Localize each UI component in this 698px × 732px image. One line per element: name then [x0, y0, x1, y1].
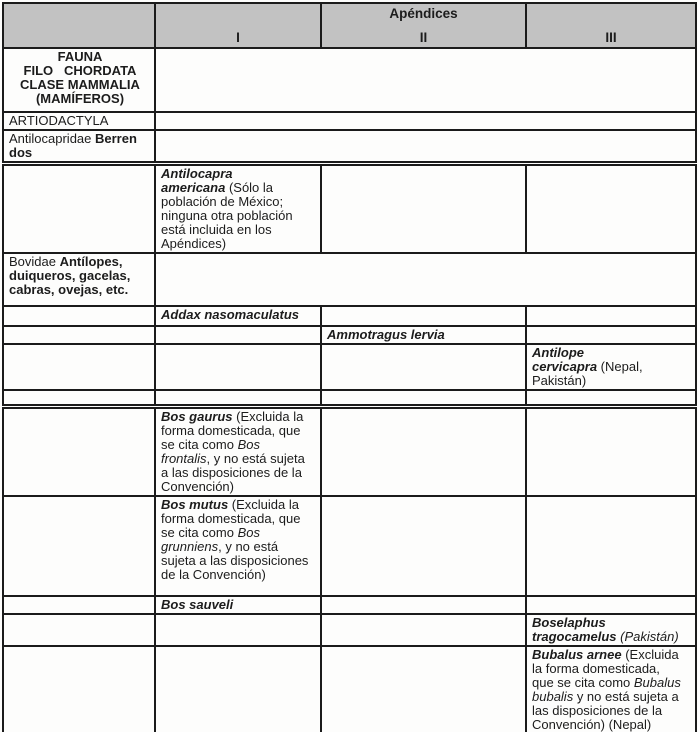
header-cell-appendix-ii: [321, 3, 526, 48]
cites-appendices-table: [2, 2, 697, 732]
cell-boselaphus-tragocamelus-iii: Boselaphus tragocamelus (Pakistán): [526, 614, 696, 646]
row-empty-row: [3, 390, 696, 406]
cell-addax-nasomaculatus-taxon: [3, 306, 155, 326]
appendix-ii-label: II: [419, 30, 428, 45]
cell-fauna-heading-appendices: [155, 48, 696, 112]
cell-artiodactyla-taxon: ARTIODACTYLA: [3, 112, 155, 130]
row-ammotragus-lervia: [3, 326, 696, 344]
cell-bovidae-appendices: [155, 253, 696, 306]
row-fauna-heading: [3, 48, 696, 112]
row-bos-sauveli: [3, 596, 696, 614]
cell-bos-gaurus-ii: [321, 406, 526, 496]
cell-empty-row-iii: [526, 390, 696, 406]
cell-antilocapridae-taxon: Antilocapridae Berren dos: [3, 130, 155, 164]
cell-empty-row-i: [155, 390, 321, 406]
cell-antilope-cervicapra-i: [155, 344, 321, 390]
cell-addax-nasomaculatus-i: Addax nasomaculatus: [155, 306, 321, 326]
header-cell-taxon: [3, 3, 155, 48]
cell-ammotragus-lervia-ii: Ammotragus lervia: [321, 326, 526, 344]
cell-bos-gaurus-i: Bos gaurus (Excluida la forma domesticada, que se cita como Bos frontalis, y no está sujeta a las disposiciones de la Convención): [155, 406, 321, 496]
cell-ammotragus-lervia-iii: [526, 326, 696, 344]
cell-boselaphus-tragocamelus-ii: [321, 614, 526, 646]
cell-addax-nasomaculatus-ii: [321, 306, 526, 326]
cell-bos-mutus-i: Bos mutus (Excluida la forma domesticada, que se cita como Bos grunniens, y no está sujeta a las disposiciones de la Convención): [155, 496, 321, 596]
cell-antilocapra-americana-i: Antilocapra americana (Sólo la población de México; ninguna otra población está incluida en los Apéndices): [155, 164, 321, 254]
cell-bubalus-arnee-ii: [321, 646, 526, 732]
cell-bubalus-arnee-iii: Bubalus arnee (Excluida la forma domesticada, que se cita como Bubalus bubalis y no está sujeta a las disposiciones de la Convención) (Nepal): [526, 646, 696, 732]
cell-bos-sauveli-ii: [321, 596, 526, 614]
cell-bos-sauveli-iii: [526, 596, 696, 614]
header-cell-appendix-iii: [526, 3, 696, 48]
cell-empty-row-ii: [321, 390, 526, 406]
cell-bos-mutus-iii: [526, 496, 696, 596]
cell-antilocapra-americana-taxon: [3, 164, 155, 254]
cell-ammotragus-lervia-i: [155, 326, 321, 344]
cell-antilope-cervicapra-taxon: [3, 344, 155, 390]
row-antilocapridae: [3, 130, 696, 164]
cell-antilocapridae-appendices: [155, 130, 696, 164]
table-body: [3, 48, 696, 732]
row-bos-mutus: [3, 496, 696, 596]
row-artiodactyla: [3, 112, 696, 130]
cell-boselaphus-tragocamelus-i: [155, 614, 321, 646]
cell-bubalus-arnee-taxon: [3, 646, 155, 732]
cell-antilope-cervicapra-iii: Antilope cervicapra (Nepal, Pakistán): [526, 344, 696, 390]
cell-antilocapra-americana-iii: [526, 164, 696, 254]
appendix-i-label: I: [236, 30, 240, 45]
cell-bovidae-taxon: Bovidae Antílopes, duiqueros, gacelas, cabras, ovejas, etc.: [3, 253, 155, 306]
cell-bubalus-arnee-i: [155, 646, 321, 732]
cell-antilope-cervicapra-ii: [321, 344, 526, 390]
cell-fauna-heading-taxon: FAUNA FILO CHORDATA CLASE MAMMALIA (MAMÍFEROS): [3, 48, 155, 112]
header-cell-appendix-i: [155, 3, 321, 48]
row-boselaphus-tragocamelus: [3, 614, 696, 646]
row-bovidae: [3, 253, 696, 306]
cell-bos-gaurus-taxon: [3, 406, 155, 496]
cell-antilocapra-americana-ii: [321, 164, 526, 254]
table-header: [3, 3, 696, 48]
row-antilocapra-americana: [3, 164, 696, 254]
appendices-title: Apéndices: [389, 6, 458, 21]
cell-boselaphus-tragocamelus-taxon: [3, 614, 155, 646]
cell-ammotragus-lervia-taxon: [3, 326, 155, 344]
cell-bos-sauveli-taxon: [3, 596, 155, 614]
cell-bos-gaurus-iii: [526, 406, 696, 496]
row-addax-nasomaculatus: [3, 306, 696, 326]
row-antilope-cervicapra: [3, 344, 696, 390]
row-bos-gaurus: [3, 406, 696, 496]
cell-bos-mutus-ii: [321, 496, 526, 596]
cell-bos-mutus-taxon: [3, 496, 155, 596]
row-bubalus-arnee: [3, 646, 696, 732]
cell-addax-nasomaculatus-iii: [526, 306, 696, 326]
cell-bos-sauveli-i: Bos sauveli: [155, 596, 321, 614]
appendix-iii-label: III: [605, 30, 617, 45]
cell-empty-row-taxon: [3, 390, 155, 406]
cell-artiodactyla-appendices: [155, 112, 696, 130]
header-row: [3, 3, 696, 48]
